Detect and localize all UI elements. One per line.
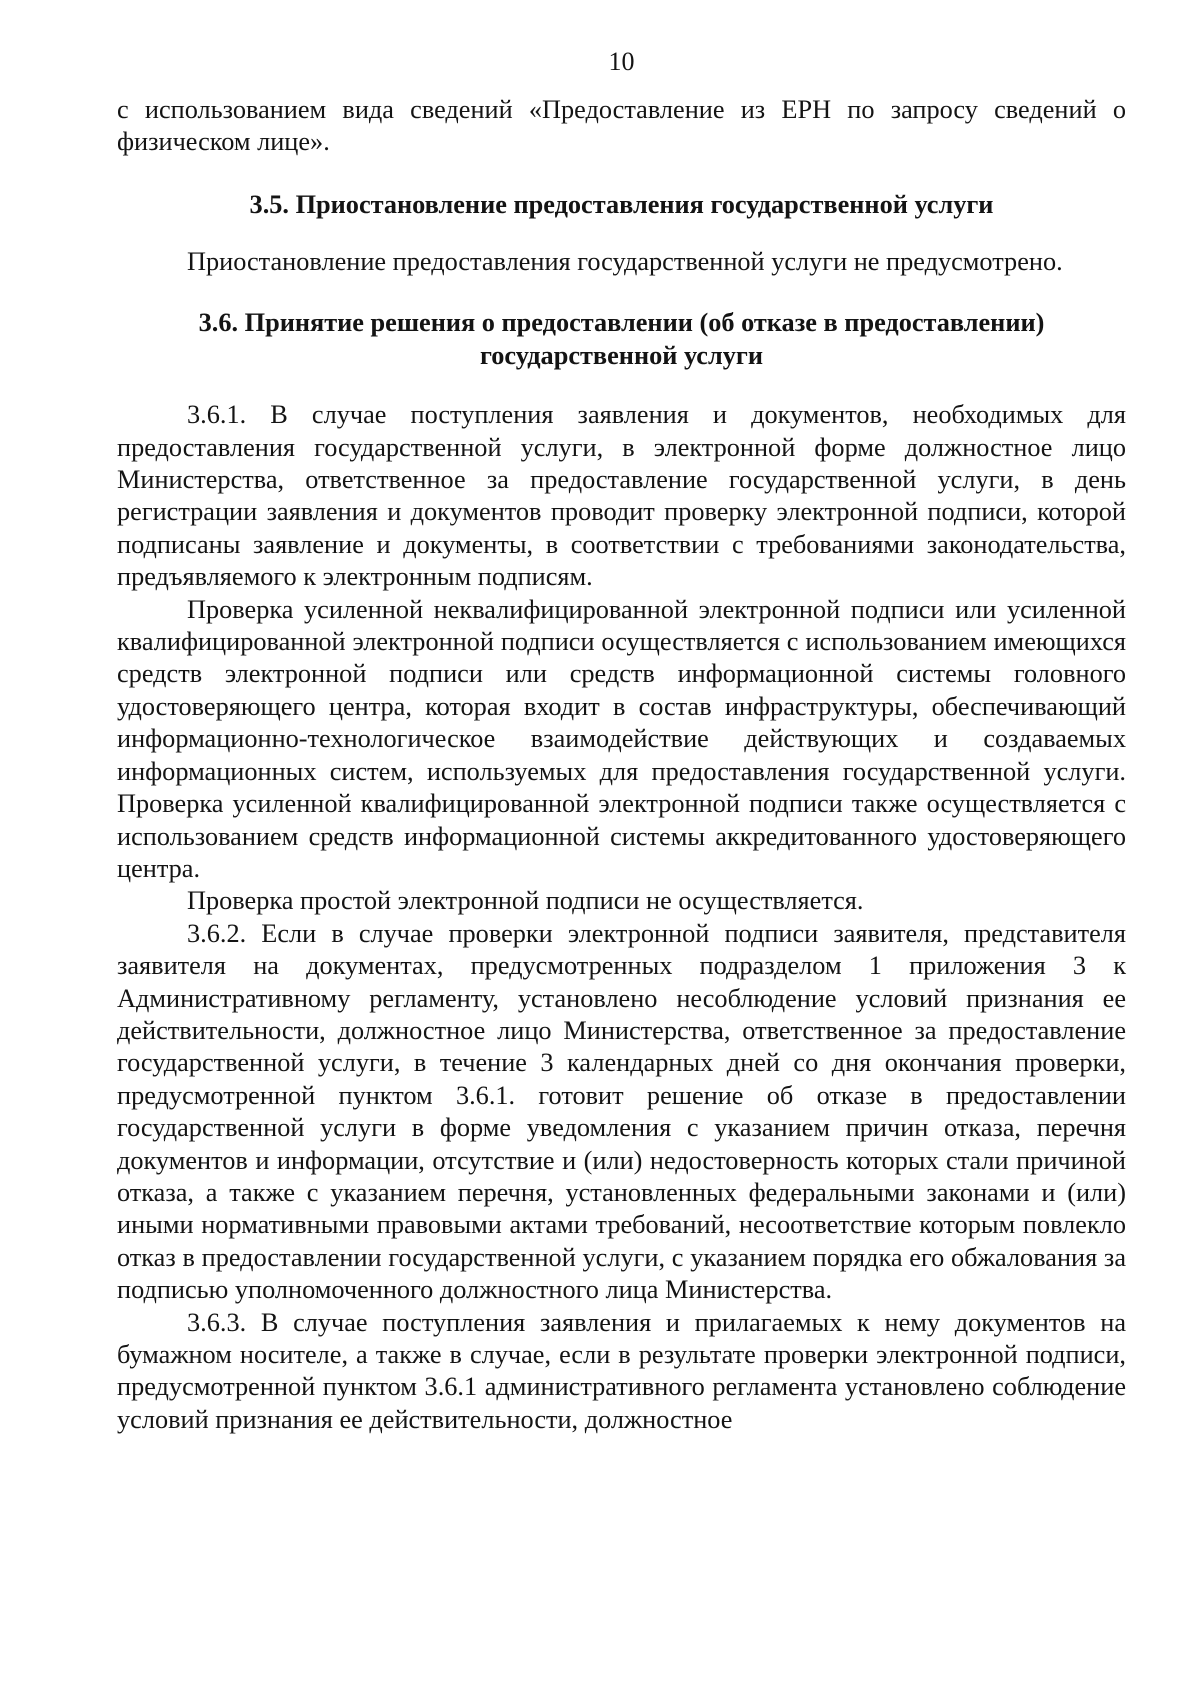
paragraph-3-6-1: 3.6.1. В случае поступления заявления и документов, необходимых для предоставления государственной услуги, в электронной форме должностное лицо Министерства, ответственное за предоставление государственной услуги, в день регистрации заявления и документов проводит проверку электронной подписи, которой подписаны заявление и документы, в соответствии с требованиями законодательства, предъявляемого к электронным подписям. bbox=[117, 400, 1126, 592]
section-heading-3-6 bbox=[117, 306, 1126, 372]
paragraph-3-6-3: 3.6.3. В случае поступления заявления и прилагаемых к нему документов на бумажном носителе, а также в случае, если в результате проверки электронной подписи, предусмотренной пунктом 3.6.1 административного регламента установлено соблюдение условий признания ее действительности, должностное bbox=[117, 1307, 1126, 1434]
page-number: 10 bbox=[608, 47, 635, 76]
section-heading-3-6-line1: 3.6. Принятие решения о предоставлении (об отказе в предоставлении) bbox=[198, 308, 1045, 338]
paragraph-3-6-2: 3.6.2. Если в случае проверки электронной подписи заявителя, представителя заявителя на документах, предусмотренных подразделом 1 приложения 3 к Административному регламенту, установлено несоблюдение условий признания ее действительности, должностное лицо Министерства, ответственное за предоставление государственной услуги, в течение 3 календарных дней со дня окончания проверки, предусмотренной пунктом 3.6.1. готовит решение об отказе в предоставлении государственной услуги в форме уведомления с указанием причин отказа, перечня документов и информации, отсутствие и (или) недостоверность которых стали причиной отказа, а также с указанием перечня, установленных федеральными законами и (или) иными нормативными правовыми актами требований, несоответствие которым повлекло отказ в предоставлении государственной услуги, с указанием порядка его обжалования за подписью уполномоченного должностного лица Министерства. bbox=[117, 918, 1126, 1305]
paragraph-signature-check: Проверка усиленной неквалифицированной электронной подписи или усиленной квалифицированной электронной подписи осуществляется с использованием имеющихся средств электронной подписи или средств информационной системы головного удостоверяющего центра, которая входит в состав инфраструктуры, обеспечивающий информационно-технологическое взаимодействие действующих и создаваемых информационных систем, используемых для предоставления государственной услуги. Проверка усиленной квалифицированной электронной подписи также осуществляется с использованием средств информационной системы аккредитованного удостоверяющего центра. bbox=[117, 594, 1126, 883]
paragraph-continuation: с использованием вида сведений «Предоставление из ЕРН по запросу сведений о физическом лице». bbox=[117, 95, 1126, 157]
paragraph-3-5-body: Приостановление предоставления государственной услуги не предусмотрено. bbox=[187, 246, 1063, 276]
paragraph-simple-signature: Проверка простой электронной подписи не осуществляется. bbox=[187, 886, 864, 916]
section-heading-3-6-line2: государственной услуги bbox=[480, 341, 763, 371]
section-heading-3-5: 3.5. Приостановление предоставления государственной услуги bbox=[249, 189, 994, 219]
